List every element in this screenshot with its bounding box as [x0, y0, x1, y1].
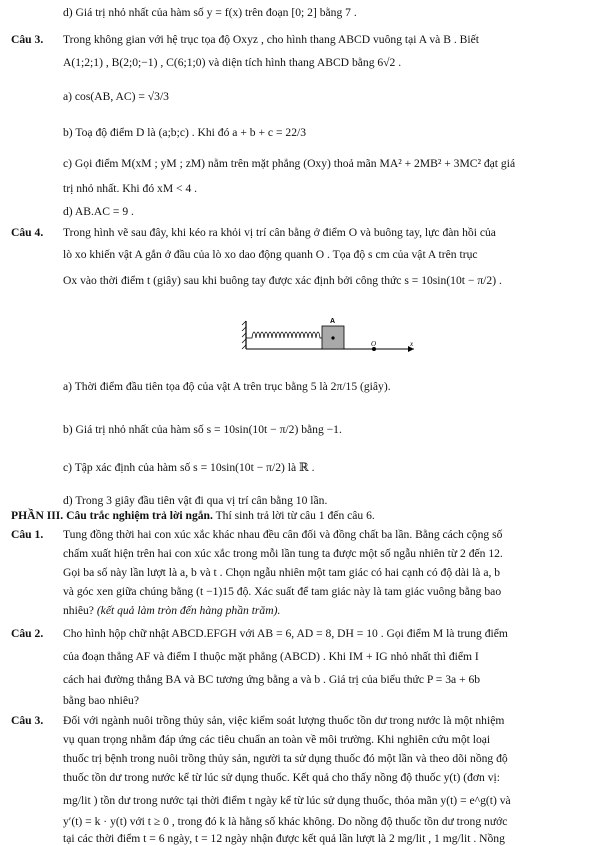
c3-line-4: thuốc tồn dư trong nước kể từ lúc sử dụng thuốc. Kết quả cho thấy nồng độ thuốc y(t) (đơn vị:: [63, 771, 500, 784]
q4-option-a: a) Thời điểm đầu tiên tọa độ của vật A trên trục bằng 5 là 2π/15 (giây).: [63, 380, 391, 393]
c2-label: Câu 2.: [11, 627, 44, 640]
c1-question: nhiêu?: [63, 604, 97, 617]
c1-line-4: và góc xen giữa chúng bằng (t −1)15 độ. Xác suất để tam giác này là tam giác vuông bằng bao: [63, 585, 502, 598]
c1-line-5: [63, 604, 280, 617]
c2-line-3: cách hai đường thẳng BA và BC tương ứng bằng a và b . Giá trị của biểu thức P = 3a + 6b: [63, 673, 481, 686]
q4-option-d: d) Trong 3 giây đầu tiên vật đi qua vị trí cân bằng 10 lần.: [63, 494, 328, 507]
label-o: O: [371, 340, 377, 348]
c1-line-1: Tung đồng thời hai con xúc xắc khác nhau đều cân đối và đồng chất ba lần. Bằng cách cộng số: [63, 528, 503, 541]
c3-line-5: mg/lit ) tồn dư trong nước tại thời điểm t ngày kể từ lúc sử dụng thuốc, thỏa mãn y(t) = e^g(t) và: [63, 794, 511, 807]
c1-rounding-note: (kết quả làm tròn đến hàng phần trăm).: [96, 604, 281, 617]
block-center-dot: [331, 336, 334, 339]
q4-stem-3: Ox vào thời điểm t (giây) sau khi buông tay được xác định bởi công thức s = 10sin(10t − π/2) .: [63, 274, 502, 287]
q3-option-d: d) AB.AC = 9 .: [63, 205, 134, 218]
q3-option-b-text: b) Toạ độ điểm D là (a;b;c) . Khi đó a + b + c =: [63, 126, 286, 139]
c1-line-3: Gọi ba số này lần lượt là a, b và t . Chọn ngẫu nhiên một tam giác có hai cạnh có độ dài là a, b: [63, 566, 501, 579]
c3-line-2: vụ quan trọng nhằm đáp ứng các tiêu chuẩn an toàn về môi trường. Khi nghiên cứu một loại: [63, 733, 491, 746]
q4-stem-2: lò xo khiến vật A gắn ở đầu của lò xo dao động quanh O . Tọa độ s cm của vật A trên trục: [63, 248, 478, 261]
c3-line-7: tại các thời điểm t = 6 ngày, t = 12 ngày nhận được kết quả lần lượt là 2 mg/lit , 1 mg/lit . Nồng: [63, 832, 505, 845]
q3-option-c: c) Gọi điểm M(xM ; yM ; zM) nằm trên mặt phẳng (Oxy) thoả mãn MA² + 2MB² + 3MC² đạt giá: [63, 157, 516, 170]
q3-option-b-value: 22/3: [285, 126, 307, 139]
c1-label: Câu 1.: [11, 528, 44, 541]
section-3-title: PHẦN III. Câu trắc nghiệm trả lời ngắn.: [11, 509, 213, 522]
q3-stem-1: Trong không gian với hệ trục tọa độ Oxyz , cho hình thang ABCD vuông tại A và B . Biết: [63, 33, 479, 46]
wall-hatching: [242, 321, 246, 349]
c2-line-4: bằng bao nhiêu?: [63, 694, 139, 707]
q4-stem-1: Trong hình vẽ sau đây, khi kéo ra khỏi vị trí cân bằng ở điểm O và buông tay, lực đàn hồi của: [63, 226, 496, 239]
c3-label: Câu 3.: [11, 714, 44, 727]
q3-option-a-text: a) cos(AB, AC) =: [63, 90, 148, 103]
c2-line-2: của đoạn thẳng AF và điểm I thuộc mặt phẳng (ABCD) . Khi IM + IG nhỏ nhất thì điểm I: [63, 650, 479, 663]
c1-line-2: chấm xuất hiện trên hai con xúc xắc trong mỗi lần tung ta được một số ngẫu nhiên từ 2 đến 12.: [63, 547, 503, 560]
c3-line-3: thuốc trị bệnh trong nuôi trồng thủy sản, người ta sử dụng thuốc đó một lần và theo dõi nồng độ: [63, 752, 508, 765]
q3-option-a: [63, 90, 169, 103]
q4-option-b: b) Giá trị nhỏ nhất của hàm số s = 10sin(10t − π/2) bằng −1.: [63, 423, 342, 436]
q2-option-d: d) Giá trị nhỏ nhất của hàm số y = f(x) trên đoạn [0; 2] bằng 7 .: [63, 6, 357, 19]
section-3-instructions: Thí sinh trả lời từ câu 1 đến câu 6.: [212, 509, 375, 522]
label-x: x: [410, 340, 414, 348]
label-a: A: [330, 318, 336, 325]
q3-option-c-2: trị nhỏ nhất. Khi đó xM < 4 .: [63, 182, 198, 195]
q4-label: Câu 4.: [11, 226, 44, 239]
spring-coil: [246, 332, 322, 338]
spring-figure: [238, 313, 422, 355]
q4-option-c: c) Tập xác định của hàm số s = 10sin(10t − π/2) là ℝ .: [63, 461, 315, 474]
c3-line-6: y′(t) = k · y(t) với t ≥ 0 , trong đó k là hằng số khác không. Do nồng độ thuốc tồn dư trong nước: [63, 815, 508, 828]
q3-option-a-value: √3/3: [147, 90, 169, 103]
c2-line-1: Cho hình hộp chữ nhật ABCD.EFGH với AB = 6, AD = 8, DH = 10 . Gọi điểm M là trung điểm: [63, 627, 508, 640]
section-3-heading: [11, 509, 375, 522]
q3-option-b: [63, 126, 306, 139]
c3-line-1: Đối với ngành nuôi trồng thủy sản, việc kiểm soát lượng thuốc tồn dư trong nước là một nhiệm: [63, 714, 505, 727]
q3-stem-2: A(1;2;1) , B(2;0;−1) , C(6;1;0) và diện tích hình thang ABCD bằng 6√2 .: [63, 56, 402, 69]
q3-label: Câu 3.: [11, 33, 44, 46]
